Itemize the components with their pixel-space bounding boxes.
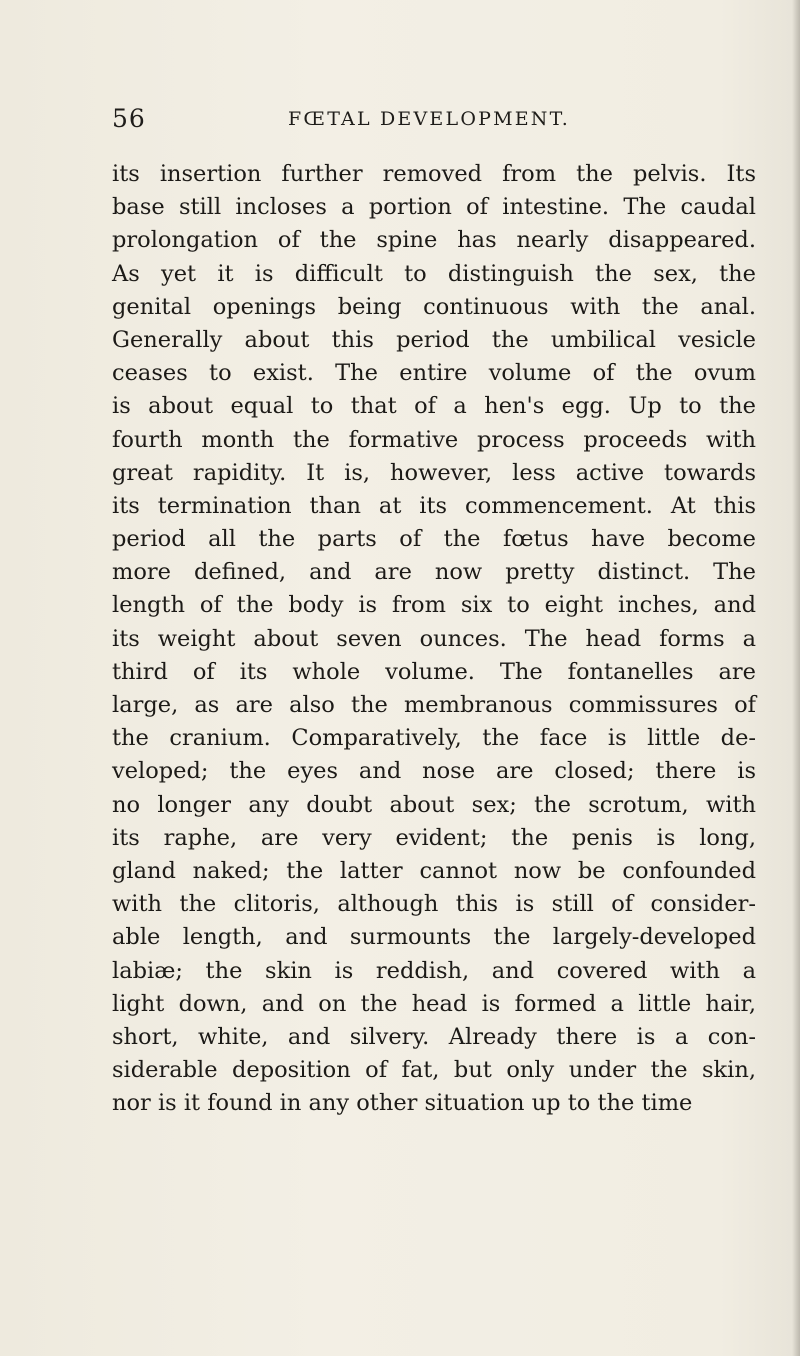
text-line: third of its whole volume. The fontanelles are bbox=[112, 658, 756, 685]
running-title: FŒTAL DEVELOPMENT. bbox=[288, 108, 570, 130]
text-line: ceases to exist. The entire volume of the ovum bbox=[112, 360, 756, 387]
text-line: nor is it found in any other situation up to the time bbox=[112, 1090, 693, 1117]
text-line: the cranium. Comparatively, the face is little de- bbox=[112, 725, 756, 752]
text-line: gland naked; the latter cannot now be confounded bbox=[112, 857, 756, 884]
text-line: short, white, and silvery. Already there is a con- bbox=[112, 1023, 756, 1050]
text-line: base still incloses a portion of intestine. The caudal bbox=[112, 194, 756, 221]
text-line: light down, and on the head is formed a little hair, bbox=[112, 990, 756, 1017]
text-line: is about equal to that of a hen's egg. Up to the bbox=[112, 393, 756, 420]
text-line: length of the body is from six to eight inches, and bbox=[112, 592, 756, 619]
text-line: more defined, and are now pretty distinct. The bbox=[112, 559, 756, 586]
text-line: great rapidity. It is, however, less active towards bbox=[112, 459, 756, 486]
text-line: no longer any doubt about sex; the scrotum, with bbox=[112, 791, 756, 818]
body-text bbox=[112, 158, 756, 1120]
page-edge-shadow bbox=[792, 0, 800, 1356]
text-line: fourth month the formative process proceeds with bbox=[112, 426, 756, 453]
text-line: As yet it is difficult to distinguish the sex, the bbox=[112, 260, 756, 287]
text-line: large, as are also the membranous commissures of bbox=[112, 692, 756, 718]
text-line: its termination than at its commencement. At this bbox=[112, 492, 756, 519]
text-line: prolongation of the spine has nearly disappeared. bbox=[112, 227, 756, 254]
text-line: period all the parts of the fœtus have become bbox=[112, 526, 756, 553]
text-line: with the clitoris, although this is still of consider- bbox=[112, 891, 756, 918]
text-line: able length, and surmounts the largely-developed bbox=[112, 924, 756, 951]
page-number: 56 bbox=[112, 104, 146, 133]
text-line: its insertion further removed from the pelvis. Its bbox=[112, 161, 756, 187]
text-line: its raphe, are very evident; the penis is long, bbox=[112, 824, 756, 851]
text-line: its weight about seven ounces. The head forms a bbox=[112, 625, 756, 652]
text-line: veloped; the eyes and nose are closed; there is bbox=[112, 758, 756, 785]
page-header bbox=[112, 98, 752, 138]
text-line: Generally about this period the umbilical vesicle bbox=[112, 326, 756, 353]
text-line: labiæ; the skin is reddish, and covered with a bbox=[112, 957, 756, 984]
text-line: genital openings being continuous with the anal. bbox=[112, 293, 756, 320]
text-line: siderable deposition of fat, but only under the skin, bbox=[112, 1057, 756, 1084]
